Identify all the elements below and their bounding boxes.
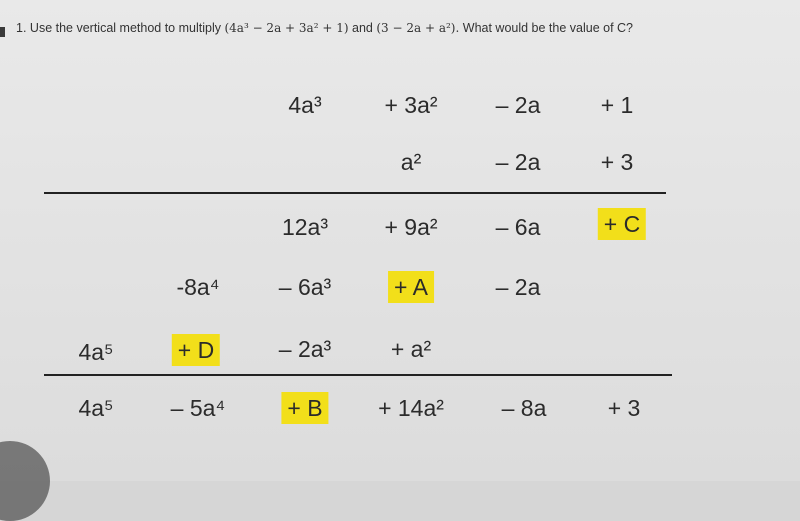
r4-term-a3: – 6a³ [278,274,332,300]
r5-term-a3: – 2a³ [278,336,332,362]
factor-2: (3 − 2a + a²). [376,21,460,35]
question-number: 1. [16,21,27,35]
r2-term-const: + 3 [600,149,634,175]
factor-1: (4a³ − 2a + 3a² + 1) [224,21,349,35]
r1-term-a2: + 3a² [384,92,438,118]
r3-term-a2: + 9a² [384,214,438,240]
question-text [16,21,633,35]
corner-shadow [0,441,50,521]
question-connector: and [352,21,373,35]
r5-term-a5: 4a⁵ [78,339,114,365]
edge-mark [0,27,5,37]
multiply-line [44,192,666,194]
r5-term-d-highlight: + D [172,334,220,366]
sum-line [44,374,672,376]
r1-term-a: – 2a [495,92,541,118]
r2-term-a2: a² [400,149,422,175]
r6-term-const: + 3 [607,395,641,421]
r1-term-const: + 1 [600,92,634,118]
r4-term-a-highlight: + A [388,271,434,303]
r6-term-a5: 4a⁵ [78,395,114,421]
question-ask: What would be the value of C? [462,21,634,35]
r6-term-b-highlight: + B [281,392,328,424]
r6-term-a2: + 14a² [378,395,444,421]
question-prompt: Use the vertical method to multiply [29,21,221,35]
r6-term-a4: – 5a⁴ [170,395,226,421]
r4-term-a: – 2a [495,274,541,300]
r4-term-a4: -8a⁴ [176,274,220,300]
r6-term-a: – 8a [501,395,547,421]
r3-term-c-highlight: + C [598,208,646,240]
r3-term-a3: 12a³ [281,214,329,240]
r3-term-a: – 6a [495,214,541,240]
r1-term-a3: 4a³ [288,92,322,118]
r2-term-a: – 2a [495,149,541,175]
r5-term-a2: + a² [390,336,432,362]
